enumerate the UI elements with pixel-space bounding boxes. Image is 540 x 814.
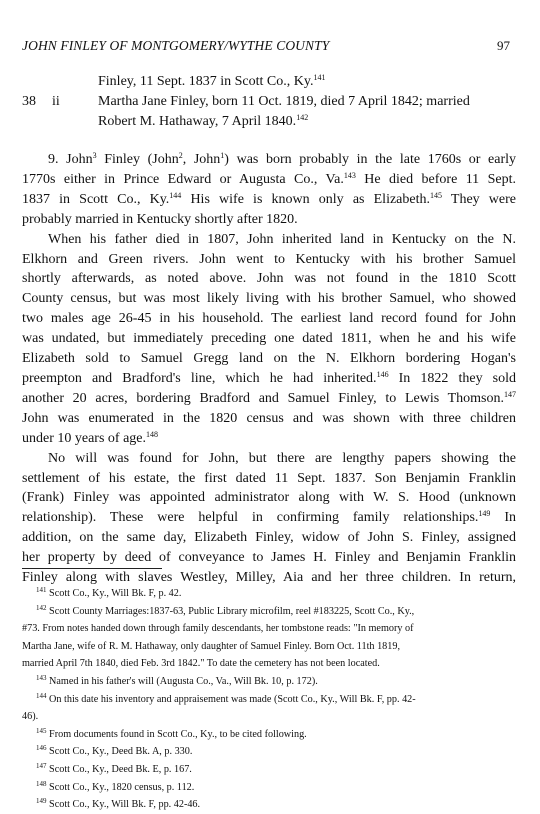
body-line [22, 409, 516, 429]
text-run: His wife is known only as Elizabeth. [181, 191, 430, 207]
list-item-number: 38 [22, 94, 36, 109]
footnote-ref: 141 [36, 586, 47, 594]
footnote-ref: 3 [92, 151, 97, 160]
text-run: was undated, but immediately preceding one dated 1811, when he and his wife [22, 331, 516, 347]
body-line [22, 469, 516, 489]
footnote-line [22, 603, 516, 621]
footnote-ref: 2 [178, 151, 183, 160]
text-run: 1837 in Scott Co., Ky. [22, 191, 170, 207]
text-run: He died before 11 Sept. [355, 171, 516, 187]
text-run: Finley (John [96, 152, 179, 167]
text-run: Finley along with slaves Westley, Milley, Aia and her three children. In return, [22, 570, 516, 586]
text-run: her property by deed of conveyance to James H. Finley and Benjamin Franklin [22, 550, 516, 566]
footnote-ref: 146 [36, 744, 47, 753]
body-line [22, 210, 516, 230]
text-run: From documents found in Scott Co., Ky., to be cited following. [46, 728, 307, 740]
text-run: John was enumerated in the 1820 census and was shown with three children [22, 410, 516, 426]
text-run: In [490, 510, 516, 526]
body-line [22, 429, 516, 449]
text-run: 1770s either in Prince Edward or Augusta Co., Va. [22, 171, 344, 187]
list-item [22, 72, 518, 92]
text-run: , John [182, 152, 221, 167]
body-line [22, 150, 516, 170]
list-item-line [98, 112, 518, 132]
footnotes [22, 585, 516, 814]
list-item-line [98, 92, 518, 112]
text-run: 46). [22, 711, 39, 723]
footnote-line [22, 691, 516, 709]
body-line [22, 508, 516, 528]
page-number: 97 [497, 38, 510, 53]
footnote-ref: 146 [376, 369, 389, 379]
body-line [22, 449, 516, 469]
text-run: two males age 26-45 in his household. The earliest land record found for John [22, 311, 516, 327]
body-line [22, 170, 516, 190]
text-run: settlement of his estate, the first dated 11 Sept. 1837. Son Benjamin Franklin [22, 470, 516, 486]
text-run: No will was found for John, but there are lengthy papers showing the [48, 450, 516, 466]
text-run: probably married in Kentucky shortly after 1820. [22, 211, 298, 227]
text-run: In 1822 they sold [388, 370, 516, 386]
footnote-ref: 145 [36, 726, 47, 735]
footnote-ref: 144 [36, 691, 47, 700]
footnote-line [22, 708, 516, 726]
footnote-ref: 142 [296, 113, 309, 122]
footnote-ref: 147 [504, 389, 516, 399]
body-line [22, 389, 516, 409]
footnote-line [22, 796, 516, 814]
footnote-ref: 147 [36, 761, 47, 770]
text-run: Scott County Marriages:1837-63, Public Library microfilm, reel #183225, Scott Co., Ky., [46, 605, 415, 617]
body-line [22, 369, 516, 389]
text-run: married April 7th 1840, died Feb. 3rd 1842." To date the cemetery has not been located. [22, 658, 380, 670]
footnote-ref: 143 [36, 673, 47, 682]
footnote-ref: 142 [36, 603, 47, 612]
footnote-ref: 141 [313, 73, 326, 82]
text-run: another 20 acres, bordering Bradford and Samuel Finley, to Lewis Thomson. [22, 390, 504, 406]
footnote-ref: 148 [146, 429, 159, 439]
footnote-line [22, 761, 516, 779]
text-run: shortly afterwards, as noted above. John was not found in the 1810 Scott [22, 271, 516, 287]
list-item-roman: ii [52, 94, 60, 109]
text-run: Scott Co., Ky., Will Bk. F, pp. 42-46. [46, 799, 201, 811]
footnote-line [22, 726, 516, 744]
body-line [22, 250, 516, 270]
footnote-ref: 145 [430, 190, 442, 200]
list-item [22, 92, 518, 132]
footnote-line [22, 779, 516, 797]
body-text [22, 150, 516, 588]
list-item-line-text: Robert M. Hathaway, 7 April 1840. [98, 114, 297, 129]
body-line [22, 548, 516, 568]
body-line [22, 289, 516, 309]
footnote-ref: 149 [36, 797, 47, 806]
text-run: Elkhorn and Green rivers. John went to Kentucky with his brother Samuel [22, 251, 516, 267]
body-line [22, 230, 516, 250]
running-head-title: JOHN FINLEY OF MONTGOMERY/WYTHE COUNTY [22, 38, 330, 53]
footnote-line [22, 743, 516, 761]
body-line [22, 269, 516, 289]
children-list [22, 72, 518, 132]
text-run: Elizabeth sold to Samuel Gregg land on the N. Elkhorn bordering Hogan's [22, 351, 516, 367]
footnote-ref: 148 [36, 779, 47, 788]
text-run: They were [442, 191, 517, 207]
text-run: On this date his inventory and appraisement was made (Scott Co., Ky., Will Bk. F, pp. 42- [46, 693, 416, 705]
list-item-text [98, 92, 518, 132]
text-run: Named in his father's will (Augusta Co., Va., Will Bk. 10, p. 172). [46, 675, 318, 687]
footnote-line [22, 620, 516, 638]
footnote-divider [22, 568, 162, 569]
list-item-text [98, 72, 518, 92]
text-run: Martha Jane, wife of R. M. Hathaway, only daughter of Samuel Finley. Born Oct. 11th 1819, [22, 640, 400, 652]
text-run: When his father died in 1807, John inherited land in Kentucky on the N. [48, 231, 516, 247]
text-run: Scott Co., Ky., Will Bk. F, p. 42. [46, 588, 182, 599]
list-item-line [98, 72, 518, 92]
footnote-ref: 1 [220, 151, 225, 160]
text-run: (Frank) Finley was appointed administrator along with W. S. Hood (unknown [22, 490, 516, 506]
running-head [22, 38, 518, 58]
text-run: County census, but was most likely living with his brother Samuel, who showed [22, 291, 516, 307]
footnote-ref: 143 [343, 170, 356, 180]
text-run: Scott Co., Ky., Deed Bk. E, p. 167. [46, 763, 192, 775]
text-run: preempton and Bradford's line, which he had inherited. [22, 370, 377, 386]
footnote-line [22, 585, 516, 603]
body-line [22, 488, 516, 508]
body-line [22, 190, 516, 210]
text-run: Scott Co., Ky., Deed Bk. A, p. 330. [46, 746, 193, 758]
footnote-ref: 144 [169, 190, 182, 200]
footnote-ref: 149 [478, 509, 491, 519]
list-item-line-text: Martha Jane Finley, born 11 Oct. 1819, died 7 April 1842; married [98, 94, 470, 109]
text-run: #73. From notes handed down through family descendants, her tombstone reads: "In memory of [22, 623, 414, 635]
text-run: relationship). These were helpful in confirming family relationships. [22, 510, 479, 526]
text-run: addition, on the same day, Elizabeth Finley, widow of John S. Finley, assigned [22, 530, 516, 546]
body-line [22, 309, 516, 329]
footnote-line [22, 655, 516, 673]
body-line [22, 329, 516, 349]
text-run: ) was born probably in the late 1760s or early [224, 152, 517, 167]
text-run: 9. John [48, 152, 93, 167]
text-run: under 10 years of age. [22, 430, 147, 446]
body-line [22, 528, 516, 548]
footnote-line [22, 673, 516, 691]
list-item-line-text: Finley, 11 Sept. 1837 in Scott Co., Ky. [98, 74, 314, 89]
body-line [22, 349, 516, 369]
footnote-line [22, 638, 516, 656]
text-run: Scott Co., Ky., 1820 census, p. 112. [46, 781, 195, 793]
